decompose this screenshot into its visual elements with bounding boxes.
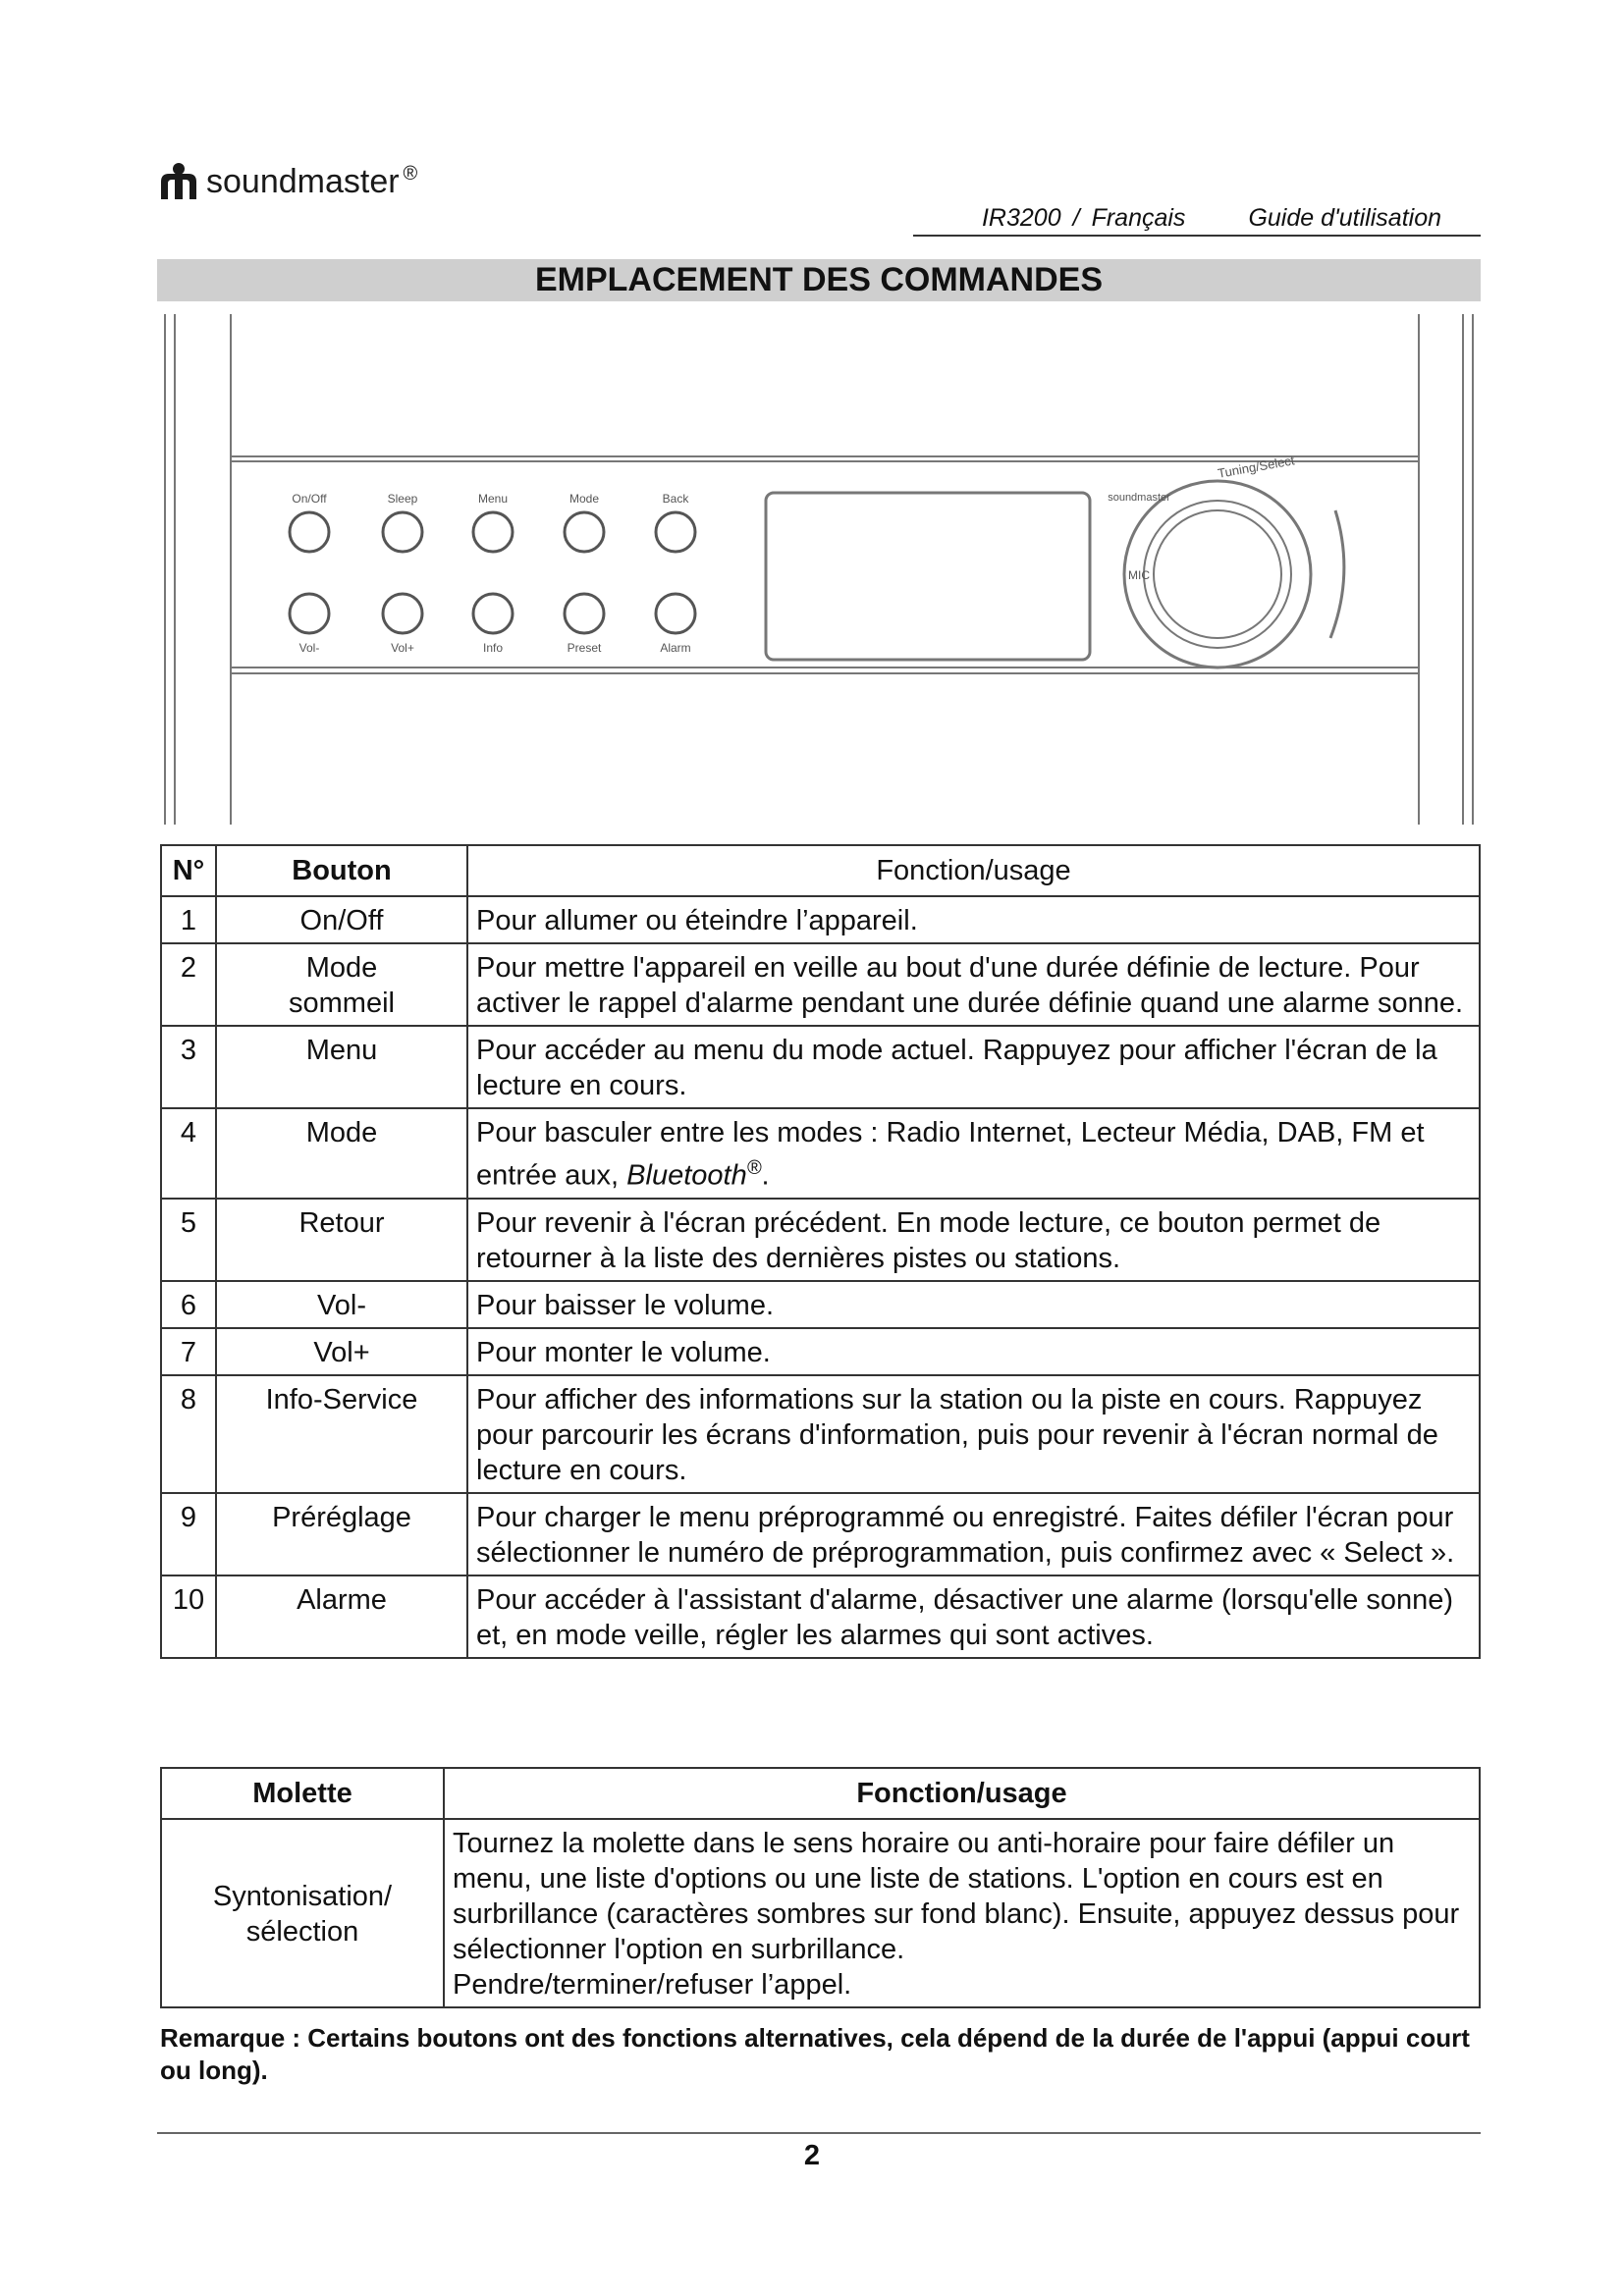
page-title: EMPLACEMENT DES COMMANDES [157,259,1481,301]
document-type: Guide d'utilisation [1248,204,1441,232]
remark-note: Remarque : Certains boutons ont des fonctions alternatives, cela dépend de la durée de l'appui (appui court ou long). [160,2023,1470,2085]
info-button-icon [473,594,513,633]
vol-minus-button-icon [290,594,329,633]
table-row [161,1493,1480,1575]
column-header-function: Fonction/usage [467,845,1480,896]
column-header-button: Bouton [216,845,467,896]
row-function: Pour accéder à l'assistant d'alarme, désactiver une alarme (lorsqu'elle sonne) et, en mode veille, régler les alarmes qui sont actives. [467,1575,1480,1658]
knob-table [160,1767,1481,2008]
row-function: Pour allumer ou éteindre l’appareil. [467,896,1480,943]
device-label-sleep: Sleep [387,492,418,506]
row-button-name: Alarme [216,1575,467,1658]
row-function: Pour afficher des informations sur la station ou la piste en cours. Rappuyez pour parcourir les écrans d'information, puis pour revenir à l'écran normal de lecture en cours. [467,1375,1480,1493]
row-function: Pour basculer entre les modes : Radio Internet, Lecteur Média, DAB, FM et entrée aux, Bluetooth®. [467,1108,1480,1199]
device-label-back: Back [662,492,689,506]
table-row [161,1375,1480,1493]
device-label-alarm: Alarm [660,641,691,655]
device-front-panel-illustration [157,314,1481,834]
row-button-name: On/Off [216,896,467,943]
device-label-menu: Menu [477,492,509,506]
table-header-row [161,845,1480,896]
page-number: 2 [803,2140,821,2171]
row-button-name: Mode [216,1108,467,1199]
vol-plus-button-icon [383,594,422,633]
back-button-icon [656,512,695,552]
row-function: Pour accéder au menu du mode actuel. Rappuyez pour afficher l'écran de la lecture en cours. [467,1026,1480,1108]
table-row [161,1328,1480,1375]
column-header-function: Fonction/usage [444,1768,1480,1819]
row-number: 8 [161,1375,216,1493]
footer-divider [157,2132,1481,2134]
table-row [161,896,1480,943]
row-number: 10 [161,1575,216,1658]
table-row [161,1575,1480,1658]
column-header-number: N° [161,845,216,896]
device-knob-label: Tuning/Select [1217,453,1296,481]
sleep-button-icon [383,512,422,552]
controls-table [160,844,1481,1659]
table-header-row [161,1768,1480,1819]
table-row [161,1108,1480,1199]
row-function: Pour charger le menu préprogrammé ou enregistré. Faites défiler l'écran pour sélectionner le numéro de préprogrammation, puis confirmez avec « Select ». [467,1493,1480,1575]
row-number: 7 [161,1328,216,1375]
row-button-name: Info-Service [216,1375,467,1493]
row-function: Pour mettre l'appareil en veille au bout d'une durée définie de lecture. Pour activer le rappel d'alarme pendant une durée définie quand une alarme sonne. [467,943,1480,1026]
device-label-mode: Mode [568,492,600,506]
column-header-knob: Molette [161,1768,444,1819]
device-label-preset: Preset [567,641,602,655]
on-off-button-icon [290,512,329,552]
separator: / [1072,204,1080,232]
table-row [161,1199,1480,1281]
table-row [161,943,1480,1026]
knob-function-text: Tournez la molette dans le sens horaire ou anti-horaire pour faire défiler un menu, une liste d'options ou une liste de stations. L'option en cours est en surbrillance (caractères sombres sur fond blanc). Ensuite, appuyez dessus pour sélectionner l'option en surbrillance. [453,1828,1460,1965]
model-number: IR3200 [981,204,1061,232]
table-row [161,1819,1480,2007]
knob-function [444,1819,1480,2007]
row-number: 5 [161,1199,216,1281]
row-button-name: Préréglage [216,1493,467,1575]
row-number: 6 [161,1281,216,1328]
device-label-info: Info [482,641,504,655]
row-function: Pour revenir à l'écran précédent. En mode lecture, ce bouton permet de retourner à la liste des dernières pistes ou stations. [467,1199,1480,1281]
mode-button-icon [565,512,604,552]
table-row [161,1281,1480,1328]
row-button-name: Menu [216,1026,467,1108]
row-number: 3 [161,1026,216,1108]
row-button-name: Mode sommeil [216,943,467,1026]
device-label-vol-plus: Vol+ [391,641,414,655]
device-label-on-off: On/Off [292,492,327,506]
brand-name: soundmaster ® [206,162,418,200]
row-button-name: Vol- [216,1281,467,1328]
row-button-name: Retour [216,1199,467,1281]
row-number: 9 [161,1493,216,1575]
row-button-name: Vol+ [216,1328,467,1375]
brand-logo [157,162,417,201]
soundmaster-logo-icon [157,162,200,201]
device-label-vol-minus: Vol- [298,641,320,655]
row-function: Pour baisser le volume. [467,1281,1480,1328]
device-brand-small: soundmaster [1108,492,1170,504]
knob-name: Syntonisation/ sélection [161,1819,444,2007]
menu-button-icon [473,512,513,552]
alarm-button-icon [656,594,695,633]
table-row [161,1026,1480,1108]
preset-button-icon [565,594,604,633]
knob-function-call: Pendre/terminer/refuser l’appel. [453,1969,852,2001]
language: Français [1091,204,1186,232]
document-reference [913,204,1481,237]
row-number: 1 [161,896,216,943]
row-function: Pour monter le volume. [467,1328,1480,1375]
row-number: 4 [161,1108,216,1199]
row-number: 2 [161,943,216,1026]
device-label-mic: MIC [1128,568,1150,582]
